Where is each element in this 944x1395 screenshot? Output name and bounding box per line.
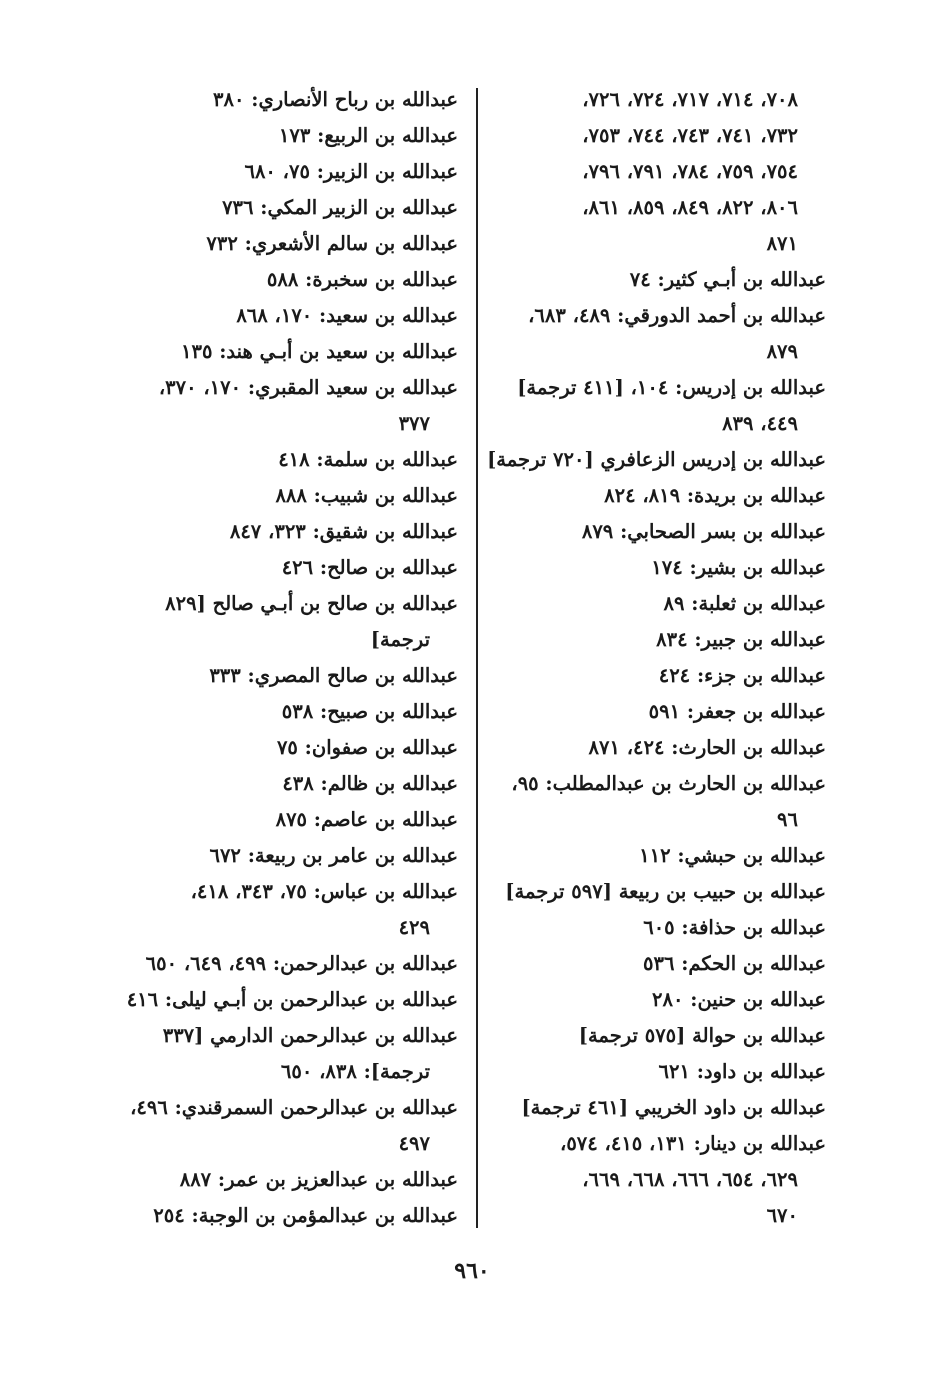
index-entry-continuation: ٧٣٢، ٧٤١، ٧٤٣، ٧٤٤، ٧٥٣، [582,124,798,147]
index-entry: عبدالله بن داود: ٦٢١ [658,1060,826,1083]
index-entry: عبدالله بن عبدالرحمن: ٤٩٩، ٦٤٩، ٦٥٠ [145,952,458,975]
index-entry: عبدالله بن سالم الأشعري: ٧٣٢ [206,232,458,255]
index-entry: عبدالله بن حبيب بن ربيعة [٥٩٧ ترجمة] [505,880,826,903]
index-entry: عبدالله بن أحمد الدورقي: ٤٨٩، ٦٨٣، [528,304,826,327]
index-entry: عبدالله بن حذافة: ٦٠٥ [643,916,826,939]
index-entry: عبدالله بن جزء: ٤٢٤ [658,664,826,687]
index-entry: عبدالله بن سلمة: ٤١٨ [278,448,458,471]
index-entry: عبدالله بن الحارث بن عبدالمطلب: ٩٥، [511,772,826,795]
index-entry-continuation: ٦٧٠ [766,1204,798,1227]
index-entry: عبدالله بن الحكم: ٥٣٦ [643,952,826,975]
index-entry: عبدالله بن عبدالعزيز بن عمر: ٨٨٧ [179,1168,458,1191]
index-column-left [128,82,458,1234]
index-entry: عبدالله بن إدريس: ١٠٤، [٤١١ ترجمة] [517,376,826,399]
index-entry: عبدالله بن صالح المصري: ٣٣٣ [209,664,458,687]
index-entry: عبدالله بن إدريس الزعافري [٧٢٠ ترجمة] [487,448,826,471]
index-entry: عبدالله بن عبدالرحمن السمرقندي: ٤٩٦، [130,1096,458,1119]
index-entry: عبدالله بن رباح الأنصاري: ٣٨٠ [213,88,458,111]
index-entry: عبدالله بن صفوان: ٧٥ [276,736,458,759]
index-entry: عبدالله بن ثعلبة: ٨٩ [663,592,826,615]
index-entry-continuation: ٩٦ [777,808,798,831]
index-entry: عبدالله بن الحارث: ٤٢٤، ٨٧١ [588,736,826,759]
index-entry-continuation: ٨٧١ [766,232,798,255]
index-entry: عبدالله بن سعيد: ١٧٠، ٨٦٨ [236,304,458,327]
index-entry: عبدالله بن الربيع: ١٧٣ [278,124,458,147]
index-entry: عبدالله بن حبشي: ١١٢ [639,844,826,867]
index-entry: عبدالله بن صالح: ٤٢٦ [281,556,458,579]
index-entry-continuation: ٨٠٦، ٨٢٢، ٨٤٩، ٨٥٩، ٨٦١، [582,196,798,219]
index-entry: عبدالله بن داود الخريبي [٤٦١ ترجمة] [521,1096,826,1119]
index-entry: عبدالله بن عباس: ٧٥، ٣٤٣، ٤١٨، [190,880,458,903]
index-entry: عبدالله بن شقيق: ٣٢٣، ٨٤٧ [229,520,458,543]
index-entry: عبدالله بن ظالم: ٤٣٨ [282,772,458,795]
index-entry: عبدالله بن بسر الصحابي: ٨٧٩ [581,520,826,543]
index-entry-continuation: ٨٧٩ [766,340,798,363]
index-entry: عبدالله بن عبدالرحمن الدارمي [٣٣٧ [162,1024,458,1047]
index-entry: عبدالله بن عامر بن ربيعة: ٦٧٢ [209,844,458,867]
index-entry: عبدالله بن دينار: ١٣١، ٤١٥، ٥٧٤، [560,1132,826,1155]
index-entry: عبدالله بن حنين: ٢٨٠ [652,988,826,1011]
index-entry: عبدالله بن صبيح: ٥٣٨ [281,700,458,723]
index-entry: عبدالله بن شبيب: ٨٨٨ [275,484,458,507]
index-entry: عبدالله بن حوالة [٥٧٥ ترجمة] [578,1024,826,1047]
index-entry-continuation: ٧٠٨، ٧١٤، ٧١٧، ٧٢٤، ٧٢٦، [582,88,798,111]
index-entry-continuation: ٣٧٧ [398,412,430,435]
index-entry: عبدالله بن سعيد المقبري: ١٧٠، ٣٧٠، [158,376,458,399]
index-entry: عبدالله بن سخبرة: ٥٨٨ [266,268,458,291]
index-entry: عبدالله بن عاصم: ٨٧٥ [275,808,458,831]
column-divider [476,88,478,1228]
index-entry: عبدالله بن عبدالرحمن بن أبـي ليلى: ٤١٦ [126,988,458,1011]
index-column-right [487,82,826,1234]
index-entry: عبدالله بن جبير: ٨٣٤ [656,628,826,651]
index-entry-continuation: ٤٤٩، ٨٣٩ [722,412,798,435]
index-entry: عبدالله بن سعيد بن أبـي هند: ١٣٥ [181,340,458,363]
index-entry-continuation: ٤٢٩ [398,916,430,939]
index-entry-continuation: ٦٢٩، ٦٥٤، ٦٦٦، ٦٦٨، ٦٦٩، [582,1168,798,1191]
page-number: ٩٦٠ [454,1258,490,1284]
index-entry-continuation: ترجمة]: ٨٣٨، ٦٥٠ [280,1060,430,1083]
index-entry: عبدالله بن الزبير المكي: ٧٣٦ [222,196,458,219]
index-entry: عبدالله بن الزبير: ٧٥، ٦٨٠ [244,160,458,183]
index-entry-continuation: ٧٥٤، ٧٥٩، ٧٨٤، ٧٩١، ٧٩٦، [582,160,798,183]
index-entry: عبدالله بن صالح بن أبـي صالح [٨٢٩ [165,592,458,615]
index-entry: عبدالله بن جعفر: ٥٩١ [648,700,826,723]
index-entry-continuation: ٤٩٧ [398,1132,430,1155]
index-entry-continuation: ترجمة] [370,628,430,651]
index-entry: عبدالله بن بريدة: ٨١٩، ٨٢٤ [604,484,826,507]
index-entry: عبدالله بن أبـي كثير: ٧٤ [629,268,826,291]
index-entry: عبدالله بن عبدالمؤمن بن الوجبة: ٢٥٤ [153,1204,458,1227]
index-entry: عبدالله بن بشير: ١٧٤ [651,556,826,579]
